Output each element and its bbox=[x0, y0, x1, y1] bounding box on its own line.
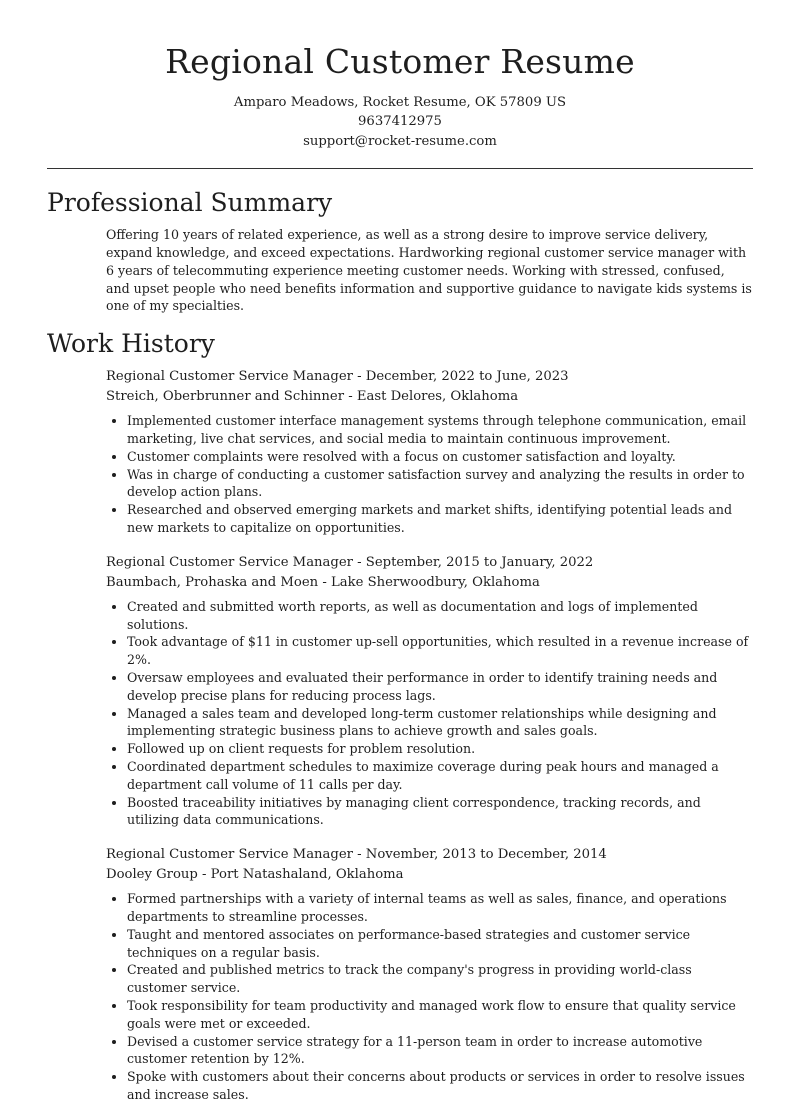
job-bullet: • Took advantage of $11 in customer up-sell opportunities, which resulted in a revenue increase of 2%. bbox=[127, 633, 752, 669]
summary-heading: Professional Summary bbox=[47, 188, 333, 218]
job-bullet: • Created and submitted worth reports, as well as documentation and logs of implemented solutions. bbox=[127, 598, 752, 634]
resume-title: Regional Customer Resume bbox=[165, 42, 635, 81]
job-bullet: • Coordinated department schedules to maximize coverage during peak hours and managed a department call volume of 11 calls per day. bbox=[127, 758, 752, 794]
job-entry bbox=[106, 845, 752, 1104]
resume-header bbox=[0, 0, 800, 151]
job-bullet: • Implemented customer interface management systems through telephone communication, email marketing, live chat services, and social media to maintain continuous improvement. bbox=[127, 412, 752, 448]
job-role-line: Regional Customer Service Manager - December, 2022 to June, 2023 bbox=[106, 369, 569, 385]
job-bullet: • Boosted traceability initiatives by managing client correspondence, tracking records, and utilizing data communications. bbox=[127, 794, 752, 830]
job-bullet: • Created and published metrics to track the company's progress in providing world-class customer service. bbox=[127, 961, 752, 997]
job-bullet-list bbox=[106, 598, 752, 829]
job-company-line: Streich, Oberbrunner and Schinner - East Delores, Oklahoma bbox=[106, 389, 519, 405]
job-bullet: • Managed a sales team and developed long-term customer relationships while designing and implementing strategic business plans to achieve growth and sales goals. bbox=[127, 705, 752, 741]
job-entry bbox=[106, 367, 752, 537]
summary-text: Offering 10 years of related experience, as well as a strong desire to improve service delivery, expand knowledge, and exceed expectations. Hardworking regional customer service manager with 6 years of telecommuting experience meeting customer needs. Working with stressed, confused, and upset people who need benefits information and supportive guidance to navigate kids systems is one of my specialties. bbox=[106, 227, 752, 314]
job-role-line: Regional Customer Service Manager - September, 2015 to January, 2022 bbox=[106, 554, 594, 570]
job-bullet: • Oversaw employees and evaluated their performance in order to identify training needs and develop precise plans for reducing process lags. bbox=[127, 669, 752, 705]
job-bullet: • Researched and observed emerging markets and market shifts, identifying potential leads and new markets to capitalize on opportunities. bbox=[127, 501, 752, 537]
professional-summary-section bbox=[0, 186, 800, 315]
job-company-line: Dooley Group - Port Natashaland, Oklahoma bbox=[106, 867, 404, 883]
work-history-heading: Work History bbox=[47, 329, 215, 359]
contact-address: Amparo Meadows, Rocket Resume, OK 57809 US bbox=[233, 95, 567, 110]
job-entry bbox=[106, 553, 752, 829]
job-role-line: Regional Customer Service Manager - November, 2013 to December, 2014 bbox=[106, 847, 607, 863]
job-bullet: • Was in charge of conducting a customer satisfaction survey and analyzing the results in order to develop action plans. bbox=[127, 466, 752, 502]
job-bullet-list bbox=[106, 412, 752, 537]
job-bullet: • Customer complaints were resolved with a focus on customer satisfaction and loyalty. bbox=[127, 448, 752, 466]
job-bullet: • Devised a customer service strategy for a 11-person team in order to increase automotive customer retention by 12%. bbox=[127, 1033, 752, 1069]
contact-email: support@rocket-resume.com bbox=[303, 133, 497, 149]
job-bullet: • Taught and mentored associates on performance-based strategies and customer service techniques on a regular basis. bbox=[127, 926, 752, 962]
job-bullet-list bbox=[106, 890, 752, 1104]
contact-info bbox=[0, 93, 800, 151]
job-bullet: • Followed up on client requests for problem resolution. bbox=[127, 740, 752, 758]
job-bullet: • Spoke with customers about their concerns about products or services in order to resolve issues and increase sales. bbox=[127, 1068, 752, 1104]
job-bullet: • Formed partnerships with a variety of internal teams as well as sales, finance, and operations departments to streamline processes. bbox=[127, 890, 752, 926]
job-bullet: • Took responsibility for team productivity and managed work flow to ensure that quality service goals were met or exceeded. bbox=[127, 997, 752, 1033]
contact-phone: 9637412975 bbox=[358, 114, 442, 130]
job-company-line: Baumbach, Prohaska and Moen - Lake Sherwoodbury, Oklahoma bbox=[106, 574, 540, 590]
header-divider bbox=[47, 168, 753, 169]
work-history-section bbox=[0, 327, 800, 1104]
